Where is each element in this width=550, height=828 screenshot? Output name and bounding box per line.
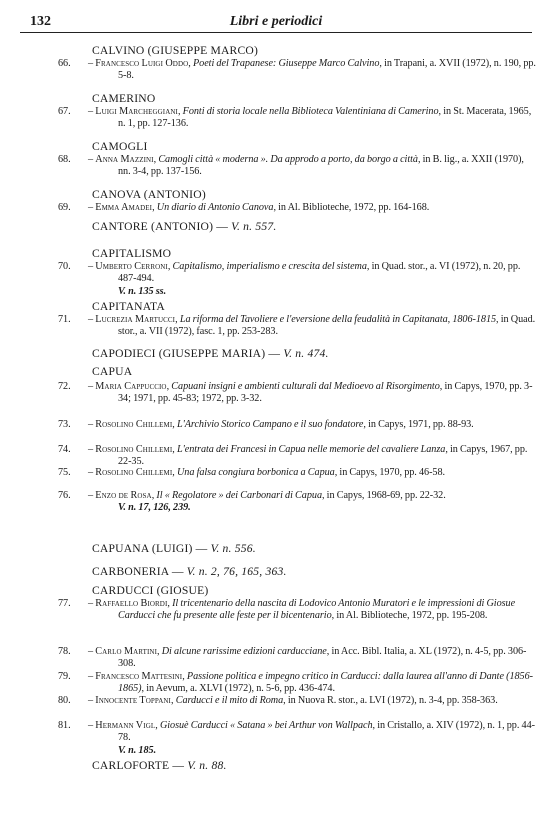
entry-title: Camogli città « moderna ». Da approdo a porto, da borgo a città <box>158 154 418 165</box>
entry-author: Rosolino Chillemi <box>95 419 173 430</box>
entry-dash: – <box>88 106 96 117</box>
bibliography-entry: 78. – Carlo Martini, Di alcune rarissime edizioni carducciane, in Acc. Bibl. Italia, a. XL (1972), n. 4-5, pp. 306-308. <box>58 646 527 670</box>
entry-number: 70. <box>58 261 71 272</box>
entry-dash: – <box>88 646 96 657</box>
bibliography-entry: 76. – Enzo de Rosa, Il « Regolatore » dei Carbonari di Capua, in Capys, 1968-69, pp. 22-32. V. n. 17, 126, 239. <box>58 490 536 515</box>
entry-citation: , in Al. Biblioteche, 1972, pp. 164-168. <box>273 202 430 213</box>
entry-citation: , in B. lig., a. XXII (1970), nn. 3-4, pp. 137-156. <box>118 154 524 178</box>
entry-number: 69. <box>58 202 71 213</box>
entry-number: 80. <box>58 695 71 706</box>
cross-reference: V. n. 185. <box>118 744 157 756</box>
entry-citation: , in Acc. Bibl. Italia, a. XL (1972), n. 4-5, pp. 306-308. <box>118 646 527 670</box>
entry-number: 73. <box>58 419 71 430</box>
entry-citation: , in Cristallo, a. XIV (1972), n. 1, pp. 44-78. <box>118 720 535 744</box>
cross-reference: V. n. 135 ss. <box>118 285 167 297</box>
entry-number: 74. <box>58 444 71 455</box>
entry-dash: – <box>88 444 96 455</box>
entry-number: 78. <box>58 646 71 657</box>
heading-text: CAMOGLI <box>92 140 148 153</box>
entry-author: Luigi Marcheggiani <box>95 106 178 117</box>
heading-text: CAPODIECI (GIUSEPPE MARIA) — <box>92 347 284 360</box>
entry-citation: , in Nuova R. stor., a. LVI (1972), n. 3-4, pp. 358-363. <box>283 695 498 706</box>
entry-number: 72. <box>58 381 71 392</box>
entry-title: Capuani insigni e ambienti culturali dal Medioevo al Risorgimento <box>171 381 440 392</box>
cross-reference: V. n. 2, 76, 165, 363. <box>186 565 287 578</box>
cross-reference: V. n. 88. <box>187 759 227 772</box>
entry-number: 68. <box>58 154 71 165</box>
heading-text: CARBONERIA — <box>92 565 187 578</box>
bibliography-entry: 74. – Rosolino Chillemi, L'entrata dei Francesi in Capua nelle memorie del cavaliere Lanza, in Capys, 1967, pp. 22-35. <box>58 444 528 468</box>
entry-author: Raffaello Biordi <box>95 598 168 609</box>
entry-number: 71. <box>58 314 71 325</box>
entry-citation: , in Capys, 1970, pp. 3-34; 1971, pp. 45-83; 1972, pp. 3-32. <box>118 381 533 405</box>
entry-citation: , in Quad. stor., a. VII (1972), fasc. 1, pp. 253-283. <box>118 314 536 338</box>
entry-citation: , in Trapani, a. XVII (1972), n. 190, pp. 5-8. <box>118 58 536 82</box>
entry-dash: – <box>88 720 96 731</box>
bibliography-entry: 72. – Maria Cappuccio, Capuani insigni e ambienti culturali dal Medioevo al Risorgimento, in Capys, 1970, pp. 3-34; 1971, pp. 45-83; 1972, pp. 3-32. <box>58 381 533 405</box>
running-title: Libri e periodici <box>229 14 323 29</box>
cross-reference: V. n. 17, 126, 239. <box>118 502 191 514</box>
entry-title: Un diario di Antonio Canova <box>156 202 274 213</box>
entry-author: Emma Amadei <box>95 202 153 213</box>
bibliography-entry: 80. – Innocente Toppani, Carducci e il mito di Roma, in Nuova R. stor., a. LVI (1972), n. 3-4, pp. 358-363. <box>58 695 498 706</box>
cross-reference: V. n. 556. <box>210 542 256 555</box>
entry-title: Il tricentenario della nascita di Lodovico Antonio Muratori e le impressioni di Giosue Carducci che fu presente alle feste per il bicentenario <box>118 598 516 622</box>
entry-citation: , in Quad. stor., a. VI (1972), n. 20, pp. 487-494. <box>118 261 521 285</box>
entry-citation: , in St. Macerata, 1965, n. 1, pp. 127-136. <box>118 106 532 130</box>
section-heading <box>92 188 536 201</box>
entry-number: 77. <box>58 598 71 609</box>
entry-dash: – <box>88 695 96 706</box>
entry-citation: , in Aevum, a. XLVI (1972), n. 5-6, pp. 436-474. <box>141 683 335 695</box>
entry-author: Carlo Martini <box>95 646 158 657</box>
entry-number: 76. <box>58 490 71 501</box>
entry-title: Giosuè Carducci « Satana » bei Arthur von Wallpach <box>159 720 373 731</box>
entry-author: Maria Cappuccio <box>95 381 167 392</box>
cross-reference: V. n. 557. <box>231 220 277 233</box>
heading-text: CAPUANA (LUIGI) — <box>92 542 211 555</box>
entry-dash: – <box>88 202 96 213</box>
bibliography-entry: 68. – Anna Mazzini, Camogli città « moderna ». Da approdo a porto, da borgo a città, in B. lig., a. XXII (1970), nn. 3-4, pp. 137-156. <box>58 154 524 178</box>
heading-text: CARDUCCI (GIOSUE) <box>92 584 209 597</box>
entry-title: La riforma del Tavoliere e l'eversione della feudalità in Capitanata, 1806-1815 <box>179 314 497 325</box>
entry-number: 66. <box>58 58 71 69</box>
section-heading <box>92 759 536 772</box>
entry-author: Francesco Mattesini <box>95 671 183 682</box>
bibliography-entry: 79. – Francesco Mattesini, Passione politica e impegno critico in Carducci: dalla laurea all'anno di Dante (1856-1865), in Aevum, a. XLVI (1972), n. 5-6, pp. 436-474. <box>58 671 533 695</box>
entry-author: Anna Mazzini <box>95 154 154 165</box>
section-heading <box>92 300 536 313</box>
entry-dash: – <box>88 381 96 392</box>
heading-text: CAPUA <box>92 365 133 378</box>
entry-author: Enzo de Rosa <box>95 490 152 501</box>
section-heading <box>92 584 536 597</box>
entry-title: Fonti di storia locale nella Biblioteca Valentiniana di Camerino <box>182 106 439 117</box>
entry-title: L'entrata dei Francesi in Capua nelle memorie del cavaliere Lanza <box>176 444 446 455</box>
entry-author: Rosolino Chillemi <box>95 467 173 478</box>
entry-author: Francesco Luigi Oddo <box>95 58 189 69</box>
bibliography-entry: 81. – Hermann Vigl, Giosuè Carducci « Satana » bei Arthur von Wallpach, in Cristallo, a. XIV (1972), n. 1, pp. 44-78. V. n. 185. <box>58 720 535 756</box>
entry-author: Lucrezia Martucci <box>95 314 176 325</box>
section-heading <box>92 365 536 378</box>
entry-dash: – <box>88 419 96 430</box>
entry-dash: – <box>88 671 96 682</box>
entry-number: 81. <box>58 720 71 731</box>
entry-title: Il « Regolatore » dei Carbonari di Capua <box>156 490 322 501</box>
heading-text: CARLOFORTE — <box>92 759 188 772</box>
section-heading <box>92 565 536 578</box>
bibliography-entry: 66. – Francesco Luigi Oddo, Poeti del Trapanese: Giuseppe Marco Calvino, in Trapani, a. XVII (1972), n. 190, pp. 5-8. <box>58 58 536 82</box>
bibliography-entry: 71. – Lucrezia Martucci, La riforma del Tavoliere e l'eversione della feudalità in Capitanata, 1806-1815, in Quad. stor., a. VII (1972), fasc. 1, pp. 253-283. <box>58 314 536 338</box>
section-heading <box>92 220 536 233</box>
bibliography-entry: 69. – Emma Amadei, Un diario di Antonio Canova, in Al. Biblioteche, 1972, pp. 164-168. <box>58 202 430 213</box>
entry-number: 75. <box>58 467 71 478</box>
entry-citation: , in Al. Biblioteche, 1972, pp. 195-208. <box>331 610 488 622</box>
entry-title: L'Archivio Storico Campano e il suo fondatore <box>176 419 364 430</box>
bibliography-entry: 73. – Rosolino Chillemi, L'Archivio Storico Campano e il suo fondatore, in Capys, 1971, pp. 88-93. <box>58 419 474 430</box>
running-header <box>20 14 532 33</box>
entry-dash: – <box>88 490 96 501</box>
entry-author: Hermann Vigl <box>95 720 156 731</box>
entry-citation: , in Capys, 1967, pp. 22-35. <box>118 444 528 468</box>
entry-number: 79. <box>58 671 71 682</box>
entry-title: Una falsa congiura borbonica a Capua <box>176 467 335 478</box>
entry-author: Rosolino Chillemi <box>95 444 173 455</box>
section-heading <box>92 140 536 153</box>
page-number: 132 <box>30 14 51 29</box>
bibliography-entry: 67. – Luigi Marcheggiani, Fonti di storia locale nella Biblioteca Valentiniana di Camerino, in St. Macerata, 1965, n. 1, pp. 127-136. <box>58 106 532 130</box>
entry-dash: – <box>88 261 96 272</box>
bibliography-entry: 77. – Raffaello Biordi, Il tricentenario della nascita di Lodovico Antonio Muratori e le impressioni di Giosue Carducci che fu presente alle feste per il bicentenario, in Al. Biblioteche, 1972, pp. 195-208. <box>58 598 516 622</box>
heading-text: CALVINO (GIUSEPPE MARCO) <box>92 44 259 57</box>
heading-text: CAMERINO <box>92 92 156 105</box>
entry-number: 67. <box>58 106 71 117</box>
entry-title: Passione politica e impegno critico in Carducci: dalla laurea all'anno di Dante (1856-1865) <box>118 671 533 695</box>
section-heading <box>92 247 536 260</box>
section-heading <box>92 542 536 555</box>
entry-title: Capitalismo, imperialismo e crescita del sistema <box>172 261 367 272</box>
heading-text: CAPITANATA <box>92 300 165 313</box>
heading-text: CAPITALISMO <box>92 247 172 260</box>
entry-dash: – <box>88 467 96 478</box>
bibliography-entry: 70. – Umberto Cerroni, Capitalismo, imperialismo e crescita del sistema, in Quad. stor., a. VI (1972), n. 20, pp. 487-494. V. n. 135 ss. <box>58 261 536 298</box>
heading-text: CANTORE (ANTONIO) — <box>92 220 232 233</box>
section-heading <box>92 92 536 105</box>
entry-title: Di alcune rarissime edizioni carducciane <box>161 646 327 657</box>
entry-dash: – <box>88 314 96 325</box>
entry-dash: – <box>88 58 96 69</box>
bibliography-entry: 75. – Rosolino Chillemi, Una falsa congiura borbonica a Capua, in Capys, 1970, pp. 46-58. <box>58 467 446 478</box>
entry-author: Umberto Cerroni <box>95 261 168 272</box>
section-heading <box>92 347 536 360</box>
entry-citation: , in Capys, 1968-69, pp. 22-32. <box>321 490 446 501</box>
entry-citation: , in Capys, 1970, pp. 46-58. <box>334 467 446 478</box>
entry-author: Innocente Toppani <box>95 695 171 706</box>
heading-text: CANOVA (ANTONIO) <box>92 188 206 201</box>
entry-dash: – <box>88 154 96 165</box>
section-heading <box>92 44 536 57</box>
entry-citation: , in Capys, 1971, pp. 88-93. <box>363 419 474 430</box>
entry-title: Carducci e il mito di Roma <box>175 695 284 706</box>
entry-title: Poeti del Trapanese: Giuseppe Marco Calvino <box>192 58 380 69</box>
cross-reference: V. n. 474. <box>283 347 329 360</box>
entry-dash: – <box>88 598 96 609</box>
